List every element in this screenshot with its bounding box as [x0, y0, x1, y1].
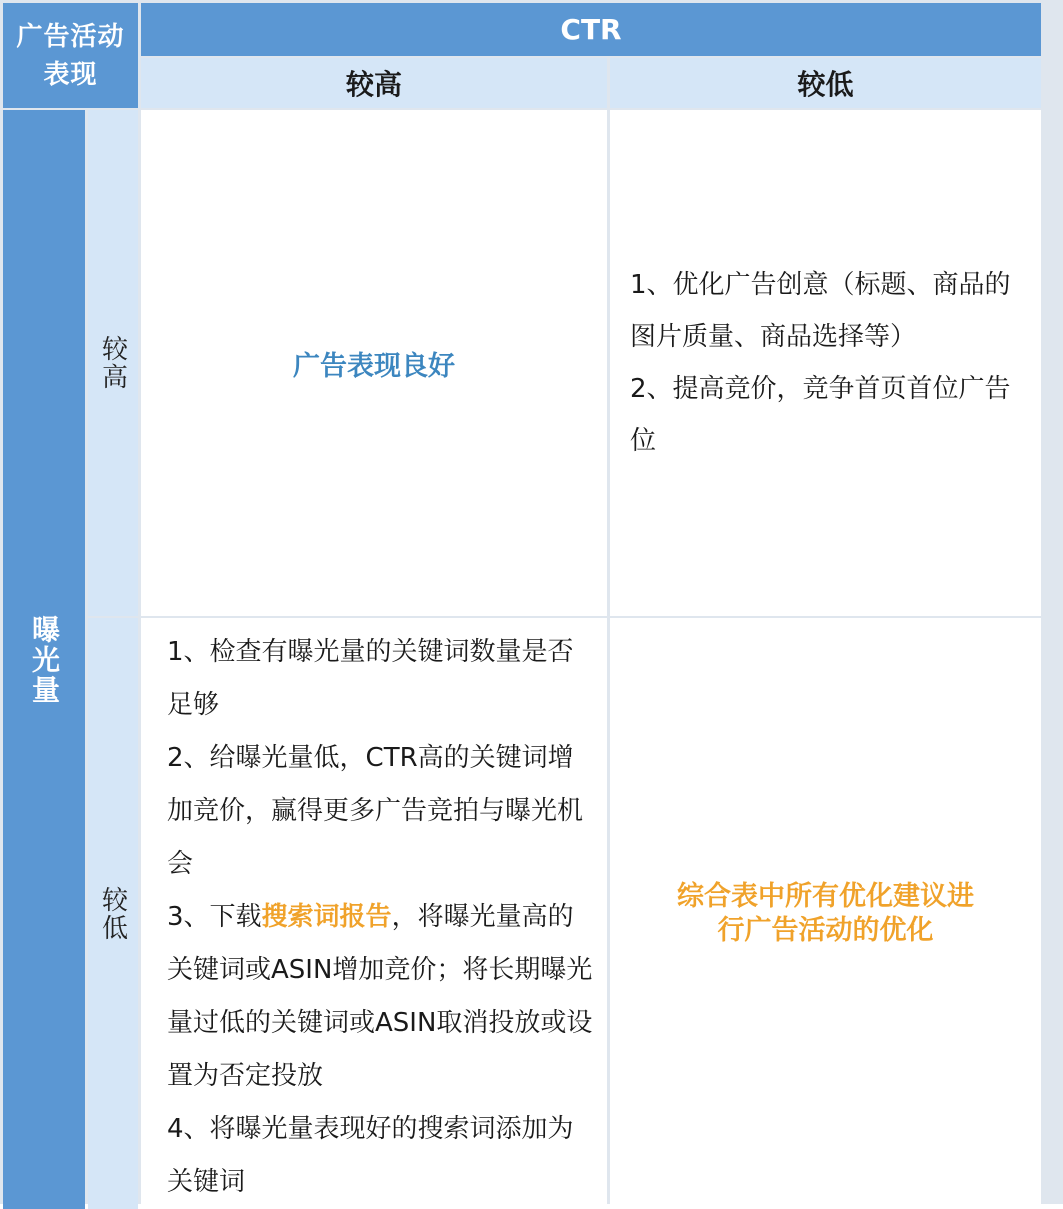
item3-suffix: ，将曝光量高的关键词或ASIN增加竞价；将长期曝光量过低的关键词或ASIN取消投放或设置为否定投放	[167, 902, 593, 1091]
exposure-low-header: 较低	[88, 618, 138, 1209]
overall-optimization-text: 综合表中所有优化建议进行广告活动的优化	[677, 880, 974, 946]
list-item	[167, 891, 593, 1103]
list-item: 1、优化广告创意（标题、商品的图片质量、商品选择等）	[630, 270, 1011, 352]
cell-low-exposure-low-ctr	[610, 618, 1041, 1209]
list-item: 4、将曝光量表现好的搜索词添加为关键词	[167, 1114, 574, 1197]
item3-prefix: 3、下载	[167, 902, 262, 932]
ctr-high-header: 较高	[141, 58, 607, 108]
suggestion-list	[630, 259, 1011, 467]
cell-low-exposure-high-ctr	[141, 618, 607, 1209]
suggestion-list	[167, 626, 593, 1209]
list-item: 2、提高竞价，竞争首页首位广告位	[630, 374, 1011, 456]
list-item: 1、检查有曝光量的关键词数量是否足够	[167, 637, 574, 720]
ctr-low-header: 较低	[610, 58, 1041, 108]
exposure-high-header: 较高	[88, 110, 138, 616]
ctr-header: CTR	[141, 3, 1041, 56]
good-performance-text: 广告表现良好	[293, 350, 455, 382]
search-term-report-link[interactable]: 搜索词报告	[261, 902, 392, 932]
cell-high-exposure-low-ctr	[610, 110, 1041, 616]
exposure-header: 曝光量	[3, 110, 85, 1209]
corner-header: 广告活动表现	[3, 3, 138, 108]
cell-high-exposure-high-ctr	[141, 110, 607, 616]
list-item: 2、给曝光量低，CTR高的关键词增加竞价，赢得更多广告竞拍与曝光机会	[167, 743, 584, 879]
